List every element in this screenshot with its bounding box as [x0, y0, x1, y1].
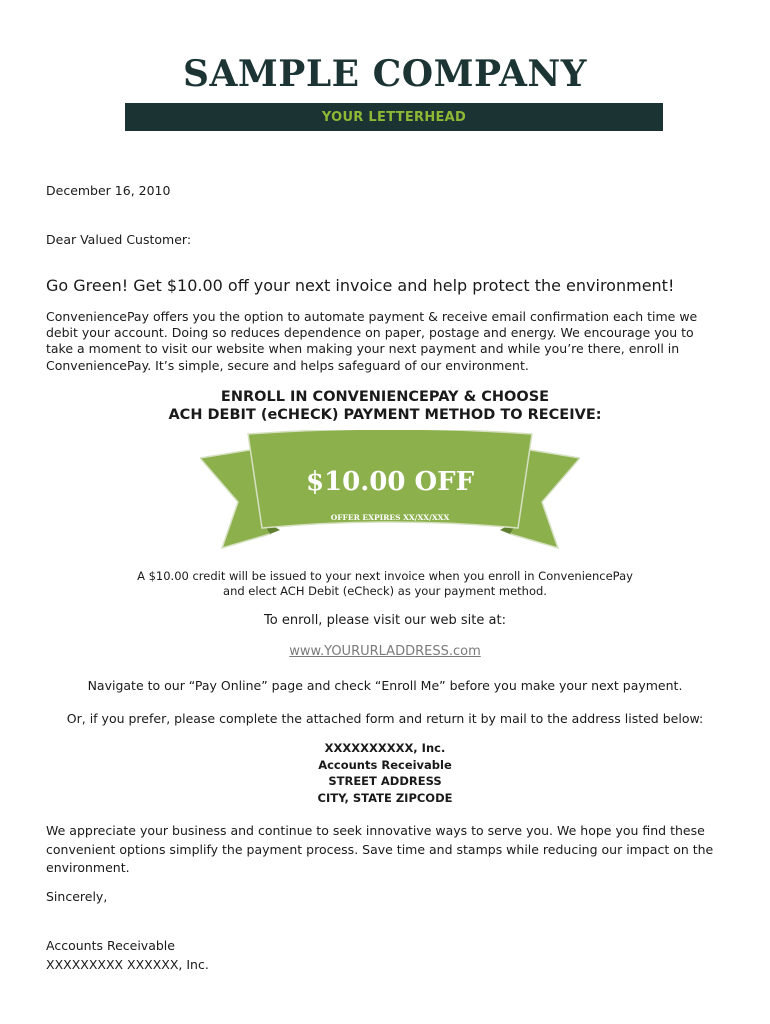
website-link[interactable]: www.YOURURLADDRESS.com — [289, 644, 481, 659]
address-line: STREET ADDRESS — [328, 774, 442, 788]
credit-line: and elect ACH Debit (eCheck) as your payment method. — [223, 584, 547, 598]
intro-line: debit your account. Doing so reduces dependence on paper, postage and energy. We encourage you to — [46, 325, 694, 341]
signature-company: XXXXXXXXX XXXXXX, Inc. — [46, 957, 209, 972]
credit-line: A $10.00 credit will be issued to your next invoice when you enroll in ConveniencePay — [137, 569, 633, 583]
letterhead-bar — [125, 103, 663, 131]
headline: Go Green! Get $10.00 off your next invoice and help protect the environment! — [46, 276, 675, 295]
discount-ribbon-banner — [200, 430, 580, 560]
credit-note — [0, 569, 770, 599]
closing-line: convenient options simplify the payment process. Save time and stamps while reducing our impact on the — [46, 841, 714, 857]
mailing-address — [0, 740, 770, 806]
intro-paragraph — [46, 309, 726, 374]
banner-expiry: OFFER EXPIRES XX/XX/XXX — [330, 513, 450, 522]
signature-department: Accounts Receivable — [46, 938, 175, 953]
enroll-visit-text: To enroll, please visit our web site at: — [264, 613, 506, 628]
closing-line: We appreciate your business and continue to seek innovative ways to serve you. We hope you find these — [46, 823, 705, 838]
closing-line: environment. — [46, 860, 130, 875]
address-line: CITY, STATE ZIPCODE — [317, 790, 453, 805]
address-line: Accounts Receivable — [318, 757, 452, 772]
letter-date: December 16, 2010 — [46, 183, 171, 198]
intro-line: ConveniencePay. It’s simple, secure and helps safeguard of our environment. — [46, 357, 529, 373]
signoff: Sincerely, — [46, 889, 108, 904]
closing-paragraph — [46, 822, 736, 878]
banner-amount: $10.00 OFF — [305, 467, 475, 497]
intro-line: ConveniencePay offers you the option to automate payment & receive email confirmation each time we — [46, 309, 698, 324]
enroll-heading-line-1: ENROLL IN CONVENIENCEPAY & CHOOSE — [220, 389, 550, 405]
mail-instructions: Or, if you prefer, please complete the attached form and return it by mail to the address listed below: — [66, 711, 704, 726]
navigate-instructions: Navigate to our “Pay Online” page and check “Enroll Me” before you make your next payment. — [87, 678, 683, 693]
enroll-heading-line-2: ACH DEBIT (eCHECK) PAYMENT METHOD TO RECEIVE: — [168, 407, 602, 423]
letterhead-label: YOUR LETTERHEAD — [321, 109, 467, 125]
address-line: XXXXXXXXXX, Inc. — [324, 741, 446, 755]
salutation: Dear Valued Customer: — [46, 232, 192, 247]
company-name: SAMPLE COMPANY — [183, 53, 587, 95]
intro-line: take a moment to visit our website when making your next payment and while you’re there, enroll in — [46, 341, 680, 357]
